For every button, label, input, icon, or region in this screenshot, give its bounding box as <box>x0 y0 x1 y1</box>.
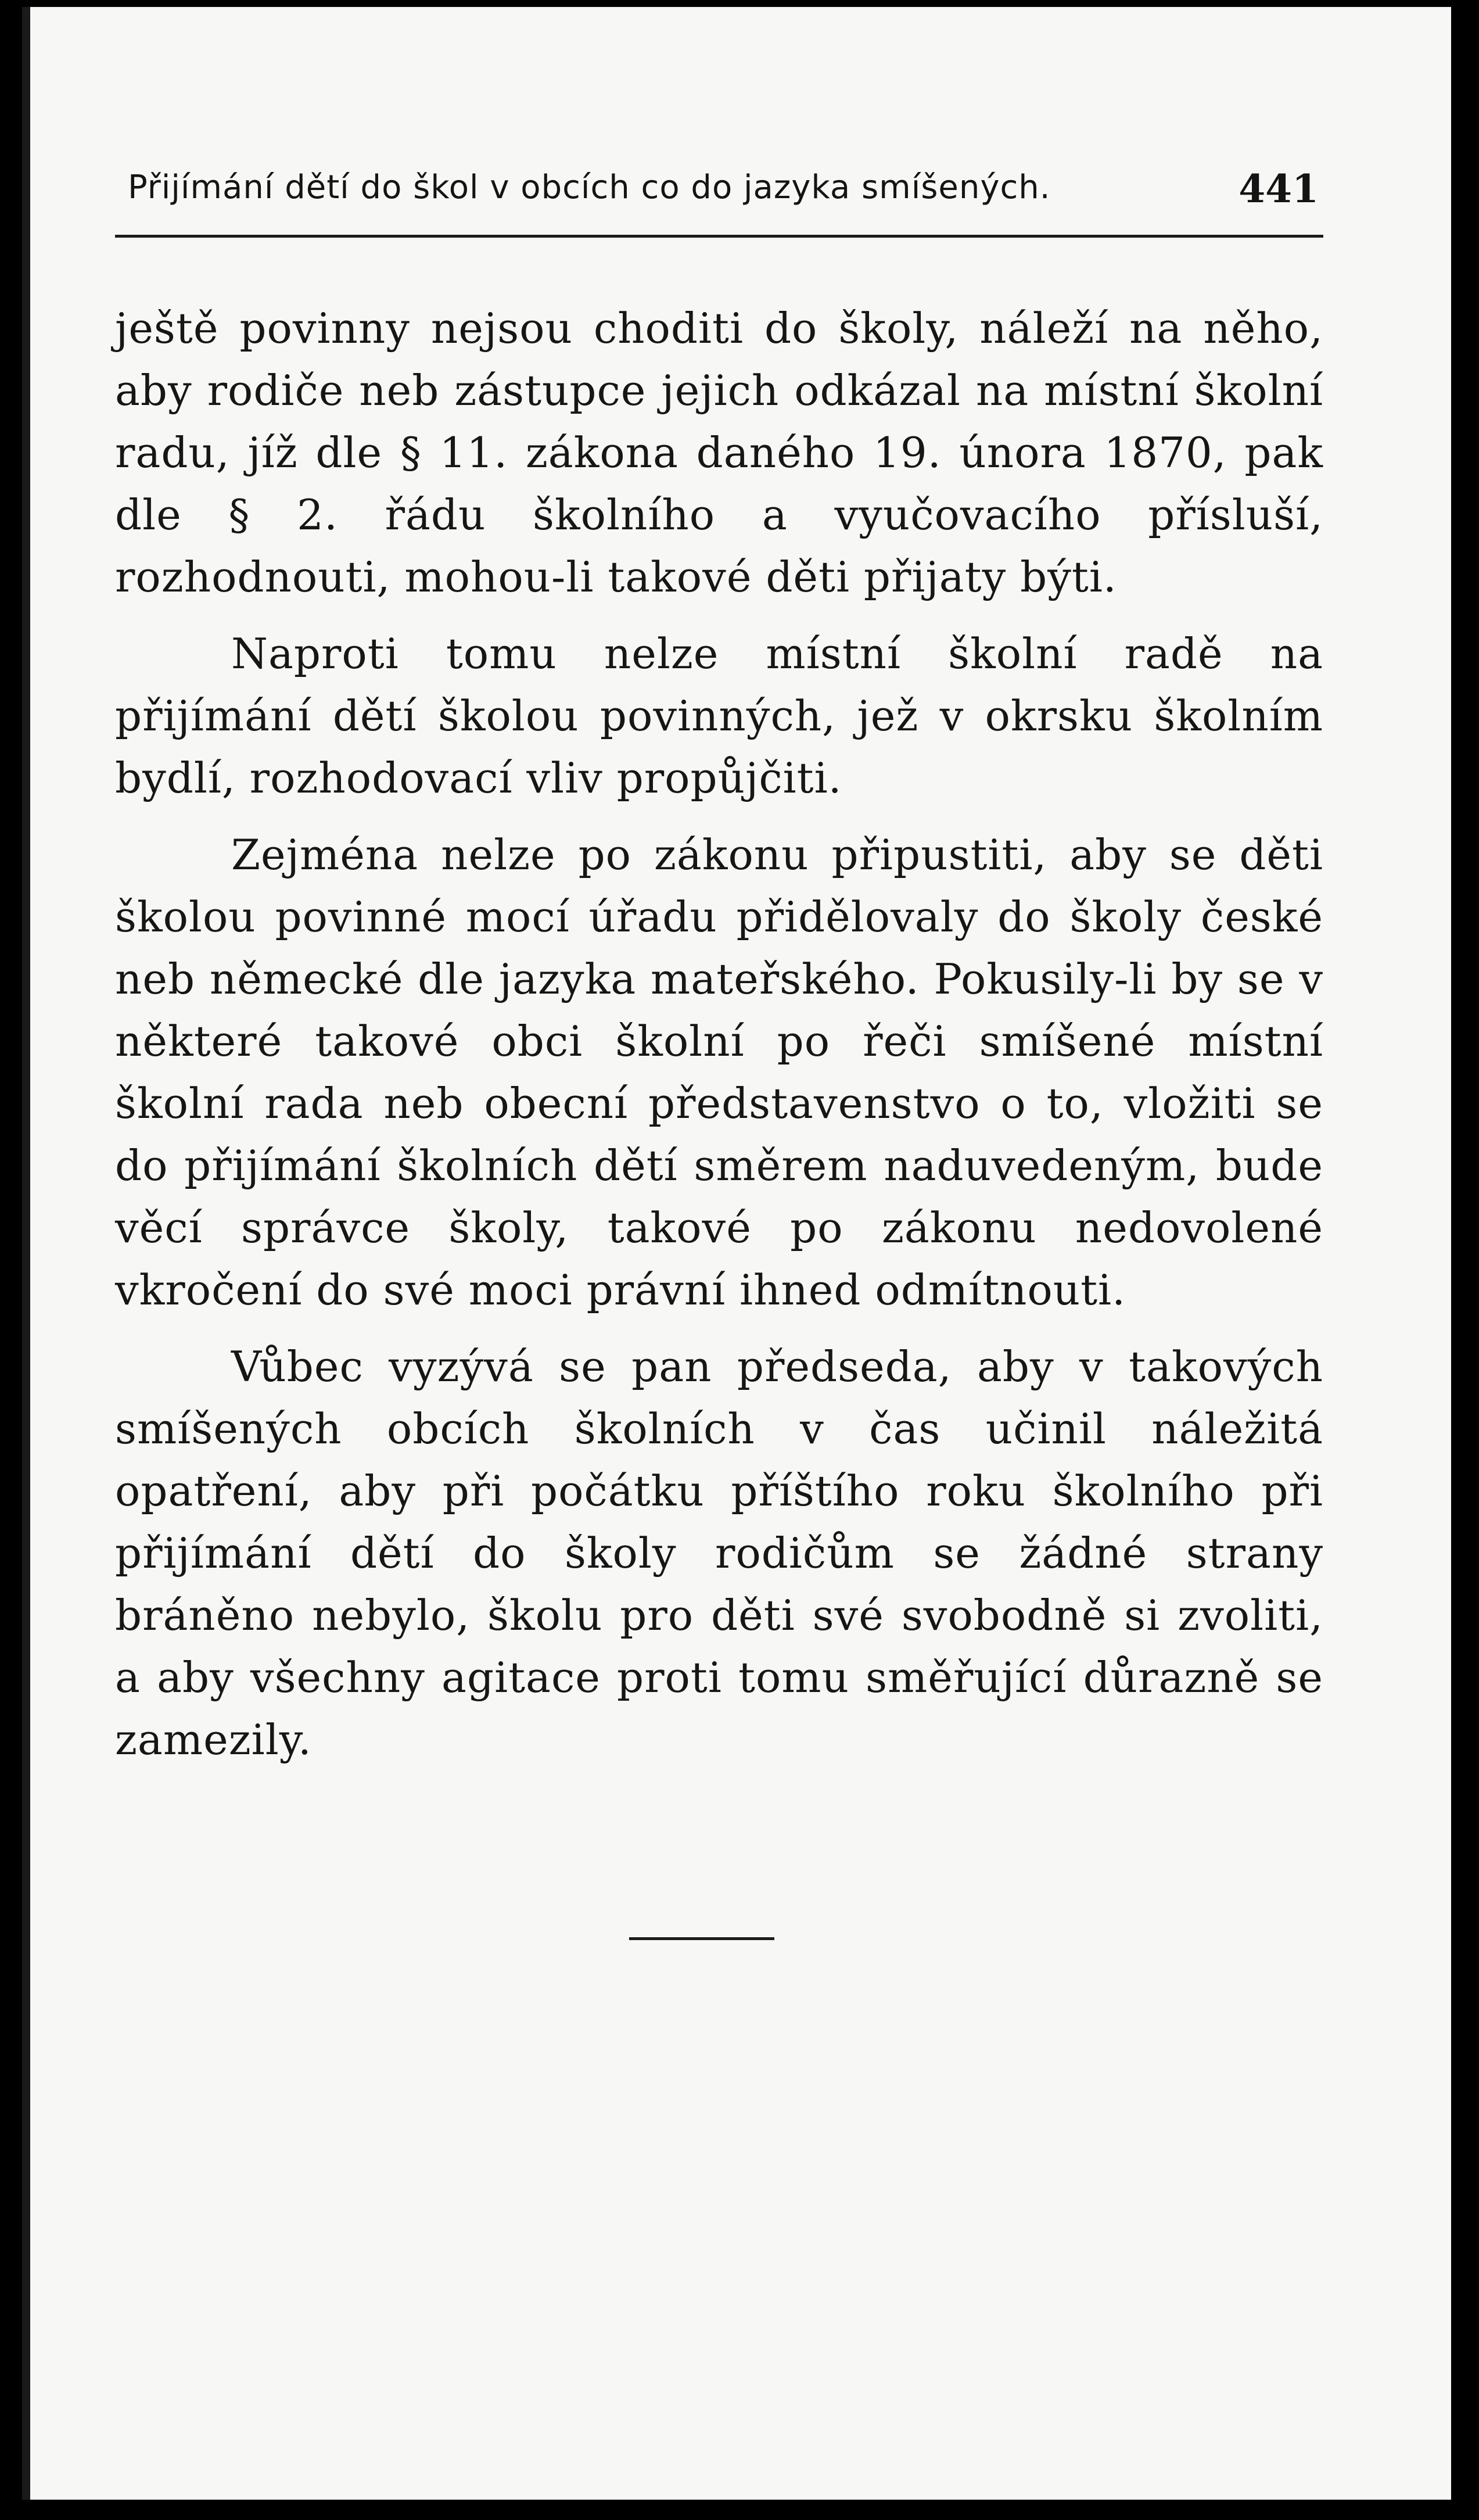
page-header <box>128 166 1319 215</box>
paragraph: Naproti tomu nelze místní školní radě na přijímání dětí školou povinných, jež v okrsku školním bydlí, rozhodovací vliv propůjčiti. <box>115 629 1323 802</box>
body-text <box>115 297 1323 1786</box>
paragraph: Zejména nelze po zákonu připustiti, aby se děti školou povinné mocí úřadu přidělovaly do školy české neb německé dle jazyka mateřského. Pokusily-li by se v některé takové obci školní po řeči smíšené místní školní rada neb obecní představenstvo o to, vložiti se do přijímání školních dětí směrem naduvedeným, bude věcí správce školy, takové po zákonu nedovolené vkročení do své moci právní ihned odmítnouti. <box>115 830 1323 1314</box>
page-gutter-edge <box>22 7 30 2500</box>
section-end-rule <box>629 1937 774 1940</box>
book-page <box>22 7 1451 2500</box>
header-rule <box>115 235 1323 238</box>
paragraph: Vůbec vyzývá se pan předseda, aby v takových smíšených obcích školních v čas učinil náležitá opatření, aby při počátku příštího roku školního při přijímání dětí do školy rodičům se žádné strany bráněno nebylo, školu pro děti své svobodně si zvoliti, a aby všechny agitace proti tomu směřující důrazně se zamezily. <box>115 1342 1323 1764</box>
page-number: 441 <box>1239 166 1319 212</box>
running-title: Přijímání dětí do škol v obcích co do jazyka smíšených. <box>128 169 1051 206</box>
paragraph-continued: ještě povinny nejsou choditi do školy, náleží na něho, aby rodiče neb zástupce jejich odkázal na místní školní radu, jíž dle § 11. zákona daného 19. února 1870, pak dle § 2. řádu školního a vyučovacího přísluší, rozhodnouti, mohou-li takové děti přijaty býti. <box>115 304 1323 601</box>
